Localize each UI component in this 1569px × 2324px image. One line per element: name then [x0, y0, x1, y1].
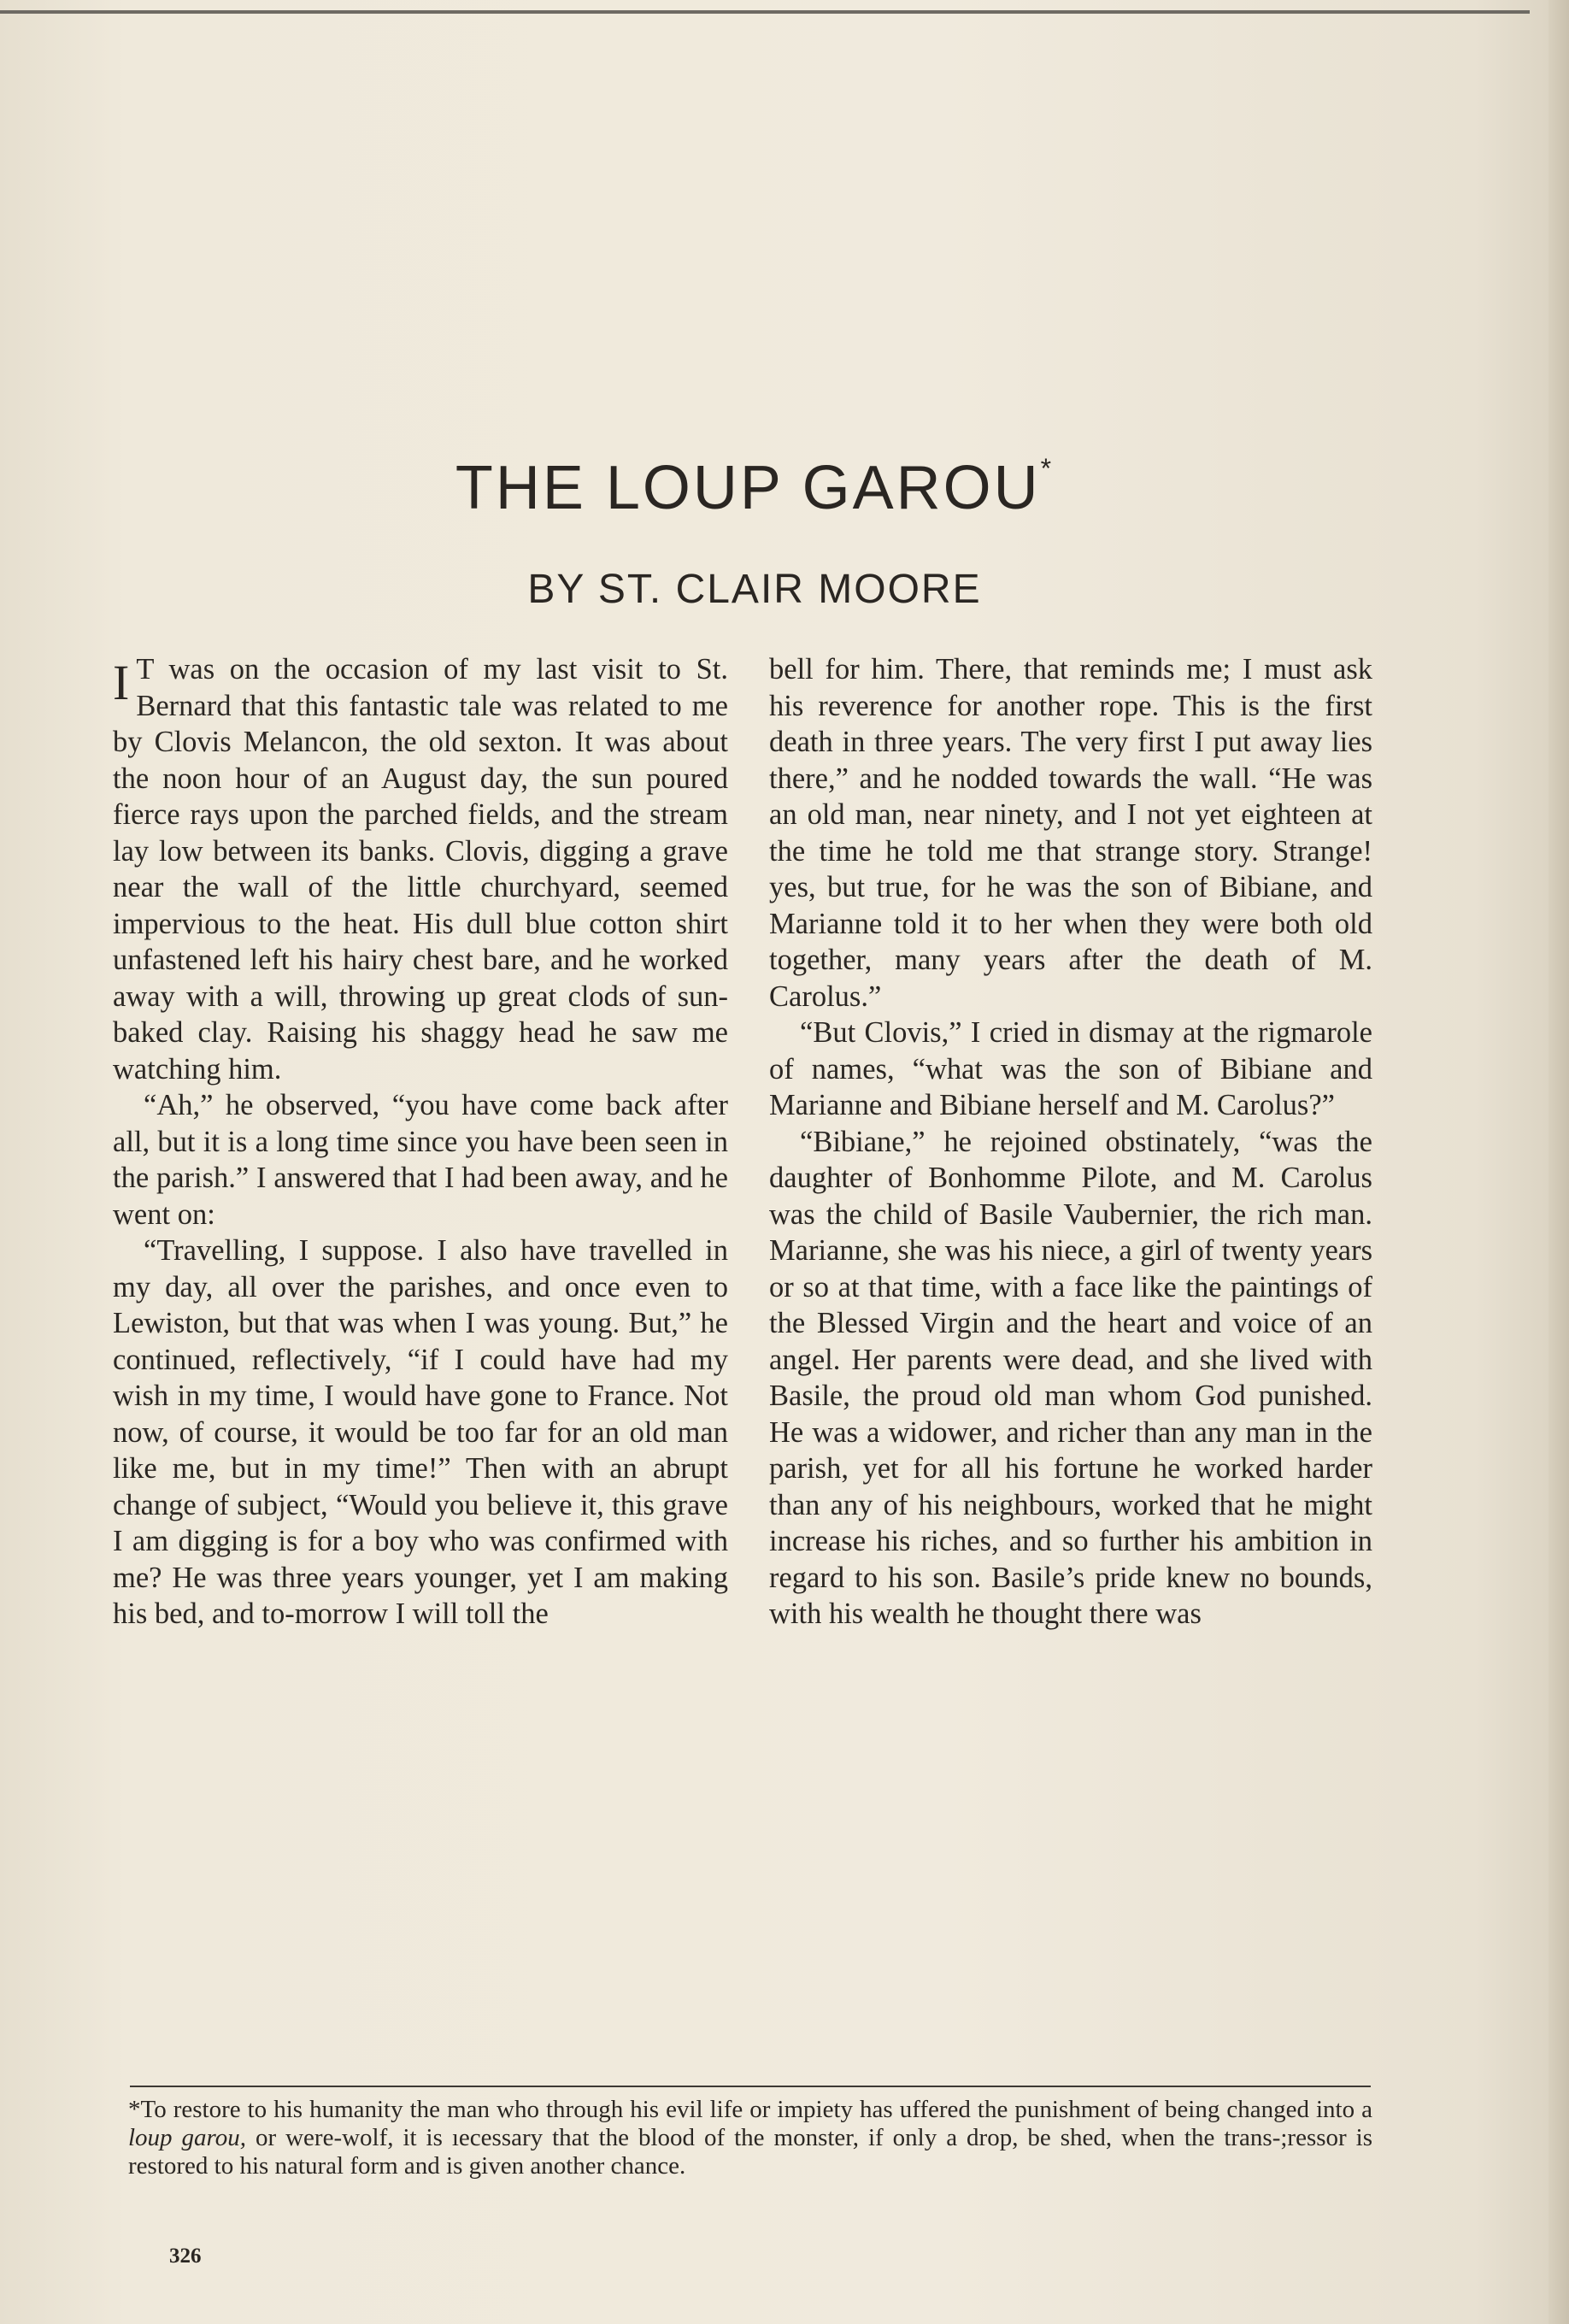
page-edge [1548, 0, 1569, 2324]
page-number: 326 [169, 2245, 202, 2268]
footnote-text-part: *To restore to his humanity the man who through his evil life or impiety has uffered the punishment of being changed into a [128, 2096, 1372, 2123]
footnote [128, 2096, 1372, 2180]
paragraph: bell for him. There, that reminds me; I must ask his reverence for another rope. This is the first death in three years. The very first I put away lies there,” and he nodded towards the wall. “He was an old man, near ninety, and I not yet eighteen at the time he told me that strange story. Strange! yes, but true, for he was the son of Bibiane, and Marianne told it to her when they were both old together, many years after the death of M. Carolus.” [769, 653, 1372, 1013]
footnote-marker: * [1040, 453, 1055, 484]
paragraph: “Bibiane,” he rejoined obstinately, “was the daughter of Bonhomme Pilote, and M. Carolus was the child of Basile Vaubernier, the rich man. Marianne, she was his niece, a girl of twenty years or so at that time, with a face like the paintings of the Blessed Virgin and the heart and voice of an angel. Her parents were dead, and she lived with Basile, the proud old man whom God punished. He was a widower, and richer than any man in the parish, yet for all his fortune he worked harder than any of his neighbours, worked that he might increase his riches, and so further his ambition in regard to his son. Basile’s pride knew no bounds, with his wealth he thought there was [769, 1125, 1372, 1630]
footnote-italic-term: loup garou, [128, 2124, 246, 2151]
text-column-left [113, 651, 728, 1633]
footnote-rule [130, 2086, 1371, 2087]
paragraph [113, 651, 728, 1087]
paragraph: “Ah,” he observed, “you have come back after all, but it is a long time since you have been seen in the parish.” I answered that I had been away, and he went on: [113, 1089, 728, 1231]
initial-letter: I [113, 655, 130, 710]
paragraph-text: T was on the occasion of my last visit to St. Bernard that this fantastic tale was related to me by Clovis Melancon, the old sexton. It was about the noon hour of an August day, the sun poured fierce rays upon the parched fields, and the stream lay low between its banks. Clovis, digging a grave near the wall of the little churchyard, seemed impervious to the heat. His dull blue cotton shirt unfastened left his hairy chest bare, and he worked away with a will, throwing up great clods of sun-baked clay. Raising his shaggy head he saw me watching him. [113, 653, 728, 1086]
paragraph: “Travelling, I suppose. I also have travelled in my day, all over the parishes, and once even to Lewiston, but that was when I was young. But,” he continued, reflectively, “if I could have had my wish in my time, I would have gone to France. Not now, of course, it would be too far for an old man like me, but in my time!” Then with an abrupt change of subject, “Would you believe it, this grave I am digging is for a boy who was confirmed with me? He was three years younger, yet I am making his bed, and to-morrow I will toll the [113, 1234, 728, 1630]
text-column-right [769, 651, 1372, 1633]
footnote-text-part: or were-wolf, it is ıecessary that the blood of the monster, if only a drop, be shed, when the trans-;ressor is restored to his natural form and is given another chance. [128, 2124, 1372, 2180]
article-title-text: THE LOUP GAROU [455, 454, 1041, 522]
top-rule [0, 10, 1530, 14]
paragraph: “But Clovis,” I cried in dismay at the rigmarole of names, “what was the son of Bibiane and Marianne and Bibiane herself and M. Carolus?” [769, 1016, 1372, 1121]
article-title [0, 453, 1509, 523]
article-byline: BY ST. CLAIR MOORE [527, 567, 982, 612]
footnote-text [128, 2096, 1372, 2180]
